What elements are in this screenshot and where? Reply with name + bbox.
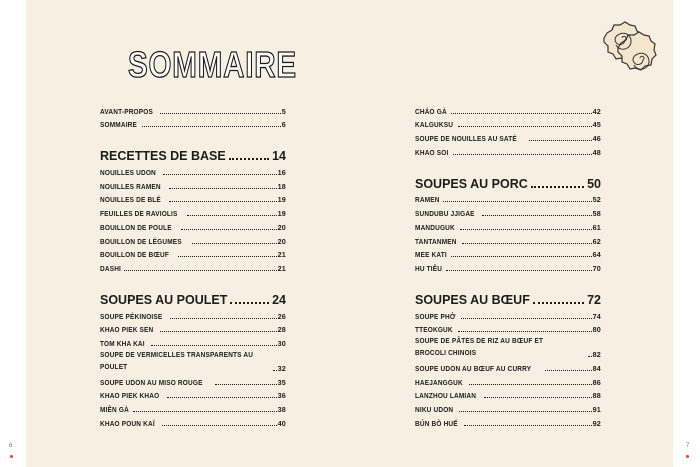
- entry-label: RAMEN: [415, 195, 440, 205]
- entry-page: 5: [281, 106, 286, 116]
- dot-leader: [458, 331, 592, 332]
- dot-leader: [187, 215, 276, 216]
- entry-page: 61: [592, 222, 601, 232]
- dot-leader: [162, 425, 277, 426]
- toc-entry[interactable]: [415, 400, 601, 414]
- entry-label: BOUILLON DE POULE: [100, 222, 172, 232]
- dot-leader: [446, 270, 591, 271]
- entry-page: 72: [587, 292, 601, 307]
- toc-entry[interactable]: [415, 414, 601, 428]
- entry-page: 40: [277, 418, 286, 428]
- dot-leader: [451, 256, 591, 257]
- dot-leader: [443, 201, 591, 202]
- dot-leader: [169, 201, 277, 202]
- entry-page: 45: [592, 120, 601, 130]
- dot-leader: [229, 158, 269, 160]
- entry-page: 20: [277, 222, 286, 232]
- entry-label: AVANT-PROPOS: [100, 106, 153, 116]
- toc-entry[interactable]: [100, 204, 286, 218]
- entry-page: 58: [592, 209, 601, 219]
- entry-label: FEUILLES DE RAVIOLIS: [100, 209, 178, 219]
- entry-page: 48: [592, 147, 601, 157]
- entry-label: NOUILLES RAMEN: [100, 181, 161, 191]
- toc-entry[interactable]: [415, 307, 601, 321]
- entry-page: 46: [592, 134, 601, 144]
- entry-label: SOUPE PHỞ: [415, 311, 456, 321]
- entry-label: TANTANMEN: [415, 236, 457, 246]
- dot-leader: [178, 256, 277, 257]
- dot-leader: [215, 384, 277, 385]
- dot-leader: [192, 243, 277, 244]
- toc-entry[interactable]: [415, 321, 601, 335]
- toc-entry[interactable]: [415, 373, 601, 387]
- entry-page: 30: [277, 338, 286, 348]
- entry-label: HAEJANGGUK: [415, 377, 463, 387]
- entry-label: SOUPES AU BŒUF: [415, 292, 530, 307]
- entry-label: KHAO PIEK KHAO: [100, 391, 160, 401]
- toc-entry[interactable]: [415, 204, 601, 218]
- toc-entry[interactable]: [415, 191, 601, 205]
- toc-entry[interactable]: [415, 387, 601, 401]
- dot-leader: [588, 356, 592, 357]
- toc-entry[interactable]: [415, 246, 601, 260]
- dot-leader: [461, 318, 592, 319]
- dot-leader: [273, 370, 277, 371]
- entry-label: SOUPE DE VERMICELLES TRANSPARENTS AU POULET: [100, 349, 254, 371]
- dot-leader: [462, 243, 591, 244]
- entry-page: 86: [592, 377, 601, 387]
- toc-entry[interactable]: [415, 259, 601, 273]
- entry-label: SOUPE UDON AU BŒUF AU CURRY: [415, 363, 532, 373]
- toc-entry[interactable]: [100, 259, 286, 273]
- dot-leader: [451, 113, 591, 114]
- toc-entry[interactable]: [100, 307, 286, 321]
- dot-leader: [453, 154, 591, 155]
- entry-page: 19: [277, 195, 286, 205]
- dot-leader: [459, 411, 592, 412]
- entry-label: SOUPES AU PORC: [415, 176, 528, 191]
- dot-leader: [167, 397, 277, 398]
- entry-page: 64: [592, 250, 601, 260]
- folio-dot-right: [686, 455, 689, 458]
- toc-entry[interactable]: [100, 414, 286, 428]
- toc-entry[interactable]: [100, 102, 286, 116]
- entry-page: 82: [592, 350, 601, 360]
- toc-section-heading[interactable]: [100, 285, 286, 307]
- dot-leader: [458, 126, 591, 127]
- entry-page: 52: [592, 195, 601, 205]
- dot-leader: [133, 411, 276, 412]
- toc-entry[interactable]: [100, 218, 286, 232]
- dot-leader: [230, 302, 269, 304]
- entry-label: SOUPE UDON AU MISO ROUGE: [100, 377, 203, 387]
- dot-leader: [533, 302, 584, 304]
- entry-page: 42: [592, 106, 601, 116]
- entry-page: 70: [592, 263, 601, 273]
- toc-entry[interactable]: [100, 400, 286, 414]
- toc-entry[interactable]: [415, 129, 601, 143]
- dot-leader: [531, 186, 584, 188]
- toc-entry[interactable]: [100, 387, 286, 401]
- entry-label: KALGUKSU: [415, 120, 454, 130]
- entry-label: BOUILLON DE LÉGUMES: [100, 236, 182, 246]
- entry-page: 92: [592, 418, 601, 428]
- dot-leader: [529, 140, 591, 141]
- entry-label: NOUILLES UDON: [100, 168, 156, 178]
- entry-label: KHAO POUN KAÏ: [100, 418, 155, 428]
- dot-leader: [163, 174, 276, 175]
- dot-leader: [170, 318, 276, 319]
- entry-page: 6: [281, 120, 286, 130]
- entry-label: BÚN BÒ HUẾ: [415, 418, 458, 428]
- entry-page: 38: [277, 405, 286, 414]
- toc-section-heading[interactable]: [415, 169, 601, 191]
- dot-leader: [469, 384, 591, 385]
- entry-page: 16: [277, 168, 286, 178]
- page-title: SOMMAIRE: [128, 44, 297, 85]
- entry-page: 21: [277, 250, 286, 260]
- entry-label: SOUPE DE PÂTES DE RIZ AU BŒUF ET BROCOLI CHINOIS: [415, 336, 544, 358]
- entry-label: KHAO PIEK SEN: [100, 325, 154, 335]
- entry-page: 24: [272, 292, 286, 307]
- entry-page: 18: [277, 181, 286, 191]
- entry-label: SOUPE PÉKINOISE: [100, 311, 163, 321]
- entry-page: 20: [277, 236, 286, 246]
- entry-page: 14: [272, 149, 286, 164]
- dot-leader: [160, 331, 276, 332]
- entry-label: HU TIÊU: [415, 263, 443, 273]
- entry-label: MEE KATI: [415, 250, 447, 260]
- dot-leader: [464, 425, 592, 426]
- entry-page: 32: [277, 363, 286, 373]
- toc-entry[interactable]: [415, 116, 601, 130]
- toc-entry[interactable]: [100, 334, 286, 348]
- entry-label: TTEOKGUK: [415, 325, 453, 335]
- toc-entry[interactable]: [100, 321, 286, 335]
- entry-label: MANDUGUK: [415, 222, 455, 232]
- toc-entry[interactable]: [100, 191, 286, 205]
- entry-label: BOUILLON DE BŒUF: [100, 250, 170, 260]
- toc-column-right: [415, 102, 601, 428]
- toc-section-heading[interactable]: [100, 141, 286, 163]
- toc-entry[interactable]: [415, 102, 601, 116]
- entry-label: LANZHOU LAMIAN: [415, 391, 477, 401]
- entry-page: 88: [592, 391, 601, 401]
- toc-section-heading[interactable]: [415, 285, 601, 307]
- entry-page: 26: [277, 311, 286, 321]
- entry-label: TOM KHA KAI: [100, 338, 145, 348]
- entry-page: 36: [277, 391, 286, 401]
- entry-label: SOUPE DE NOUILLES AU SATÉ: [415, 134, 517, 144]
- page-number-right: 7: [686, 443, 690, 449]
- entry-label: NOUILLES DE BLÉ: [100, 195, 161, 205]
- entry-page: 62: [592, 236, 601, 246]
- entry-page: 35: [277, 377, 286, 387]
- entry-label: CHÁO GÀ: [415, 106, 447, 116]
- toc-entry[interactable]: [415, 334, 601, 359]
- entry-label: SOMMAIRE: [100, 120, 138, 130]
- toc-entry[interactable]: [415, 218, 601, 232]
- entry-page: 84: [592, 363, 601, 373]
- entry-label: DASHI: [100, 263, 122, 273]
- toc-entry[interactable]: [415, 143, 601, 157]
- folio-dot-left: [10, 455, 13, 458]
- dot-leader: [181, 229, 277, 230]
- entry-page: 21: [277, 263, 286, 273]
- page-number-left: 6: [9, 443, 13, 449]
- dot-leader: [484, 397, 592, 398]
- dot-leader: [169, 188, 277, 189]
- dot-leader: [160, 113, 281, 114]
- dot-leader: [142, 126, 281, 127]
- toc-entry[interactable]: [415, 359, 601, 373]
- entry-page: 28: [277, 325, 286, 335]
- entry-label: NIKU UDON: [415, 405, 454, 414]
- entry-label: SOUPES AU POULET: [100, 292, 228, 307]
- entry-label: RECETTES DE BASE: [100, 149, 226, 164]
- entry-page: 19: [277, 209, 286, 219]
- entry-page: 74: [592, 311, 601, 321]
- toc-column-left: [100, 102, 286, 428]
- toc-entry[interactable]: [415, 232, 601, 246]
- entry-page: 50: [587, 176, 601, 191]
- narutomaki-illustration-icon: [600, 18, 658, 76]
- dot-leader: [124, 270, 276, 271]
- dot-leader: [151, 345, 277, 346]
- dot-leader: [482, 215, 591, 216]
- entry-label: KHAO SOI: [415, 147, 449, 157]
- entry-label: MIÊN GÀ: [100, 405, 129, 414]
- dot-leader: [460, 229, 591, 230]
- toc-entry[interactable]: [100, 232, 286, 246]
- toc-entry[interactable]: [100, 246, 286, 260]
- dot-leader: [545, 370, 591, 371]
- toc-entry[interactable]: [100, 373, 286, 387]
- entry-page: 80: [592, 325, 601, 335]
- toc-entry[interactable]: [100, 177, 286, 191]
- toc-entry[interactable]: [100, 116, 286, 130]
- entry-page: 91: [592, 405, 601, 414]
- toc-entry[interactable]: [100, 348, 286, 373]
- entry-label: SUNDUBU JJIGAE: [415, 209, 475, 219]
- toc-entry[interactable]: [100, 163, 286, 177]
